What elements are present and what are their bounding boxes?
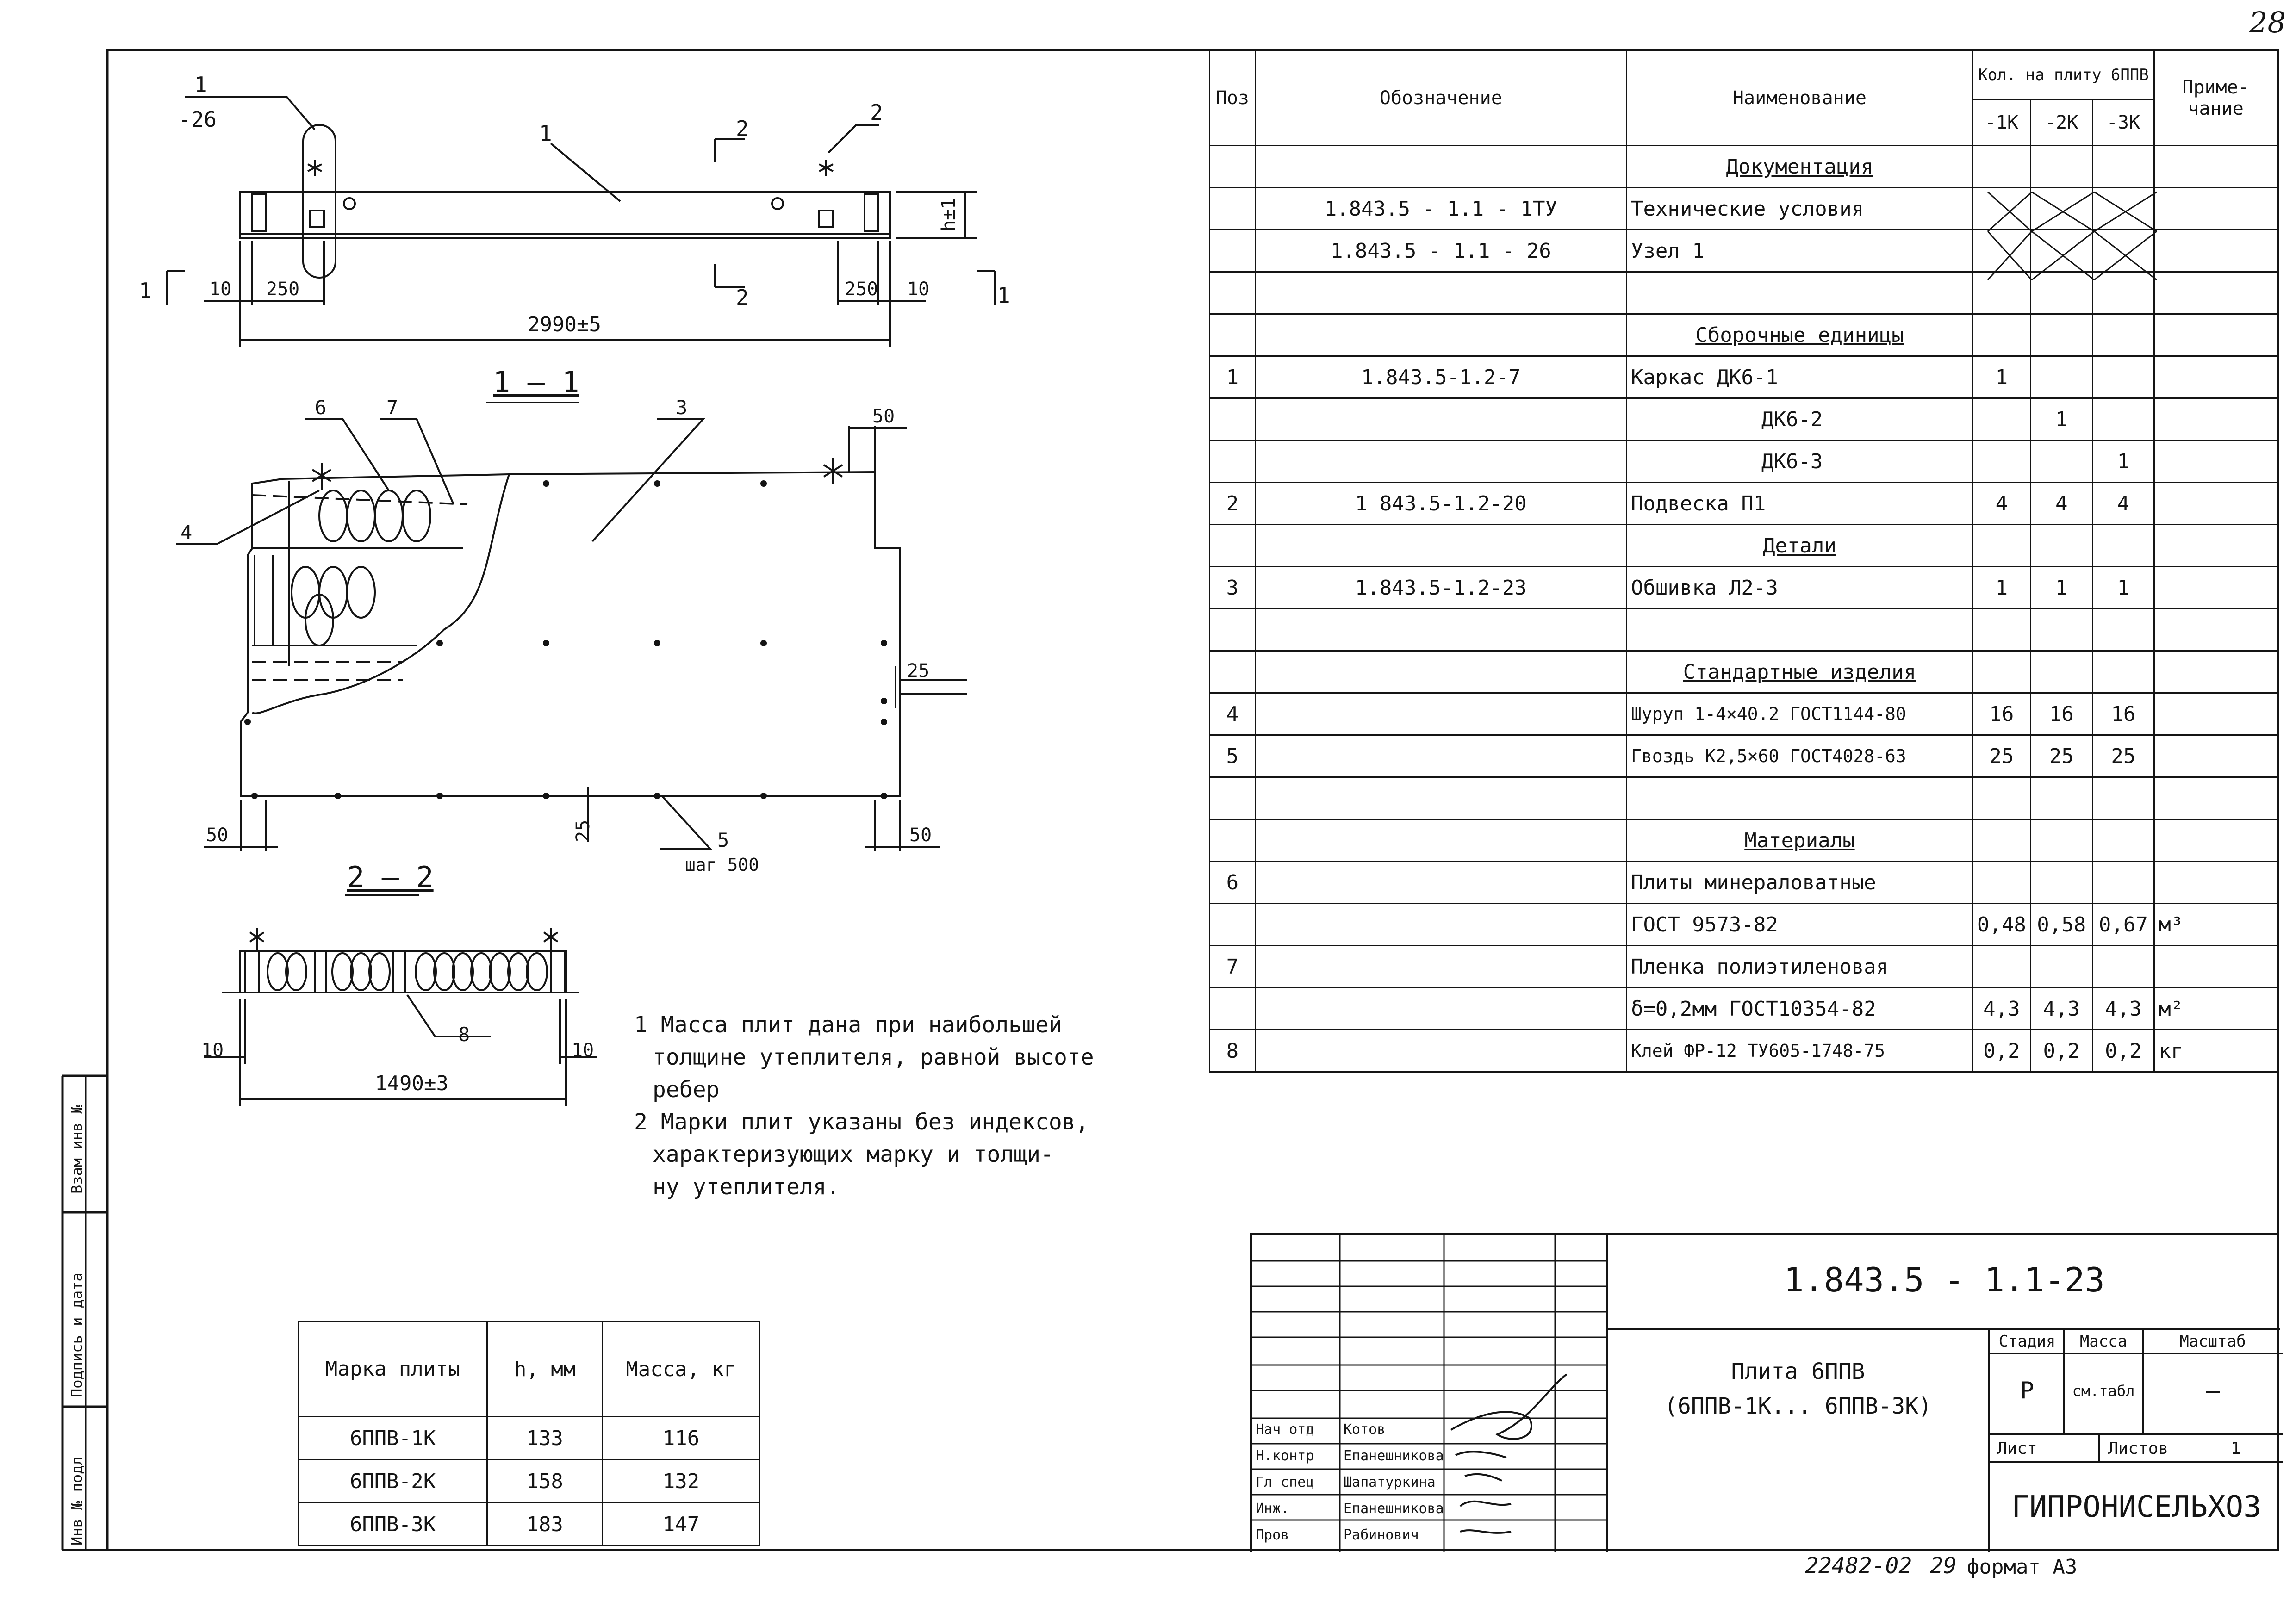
spec-cell-q1 <box>1972 441 2030 483</box>
specification-table <box>1209 50 2278 1073</box>
section-mark-1-right: 1 <box>997 283 1010 308</box>
spec-row <box>1210 904 2277 946</box>
spec-cell-q2: 4 <box>2030 483 2092 525</box>
spec-cell-pos: 2 <box>1210 483 1256 525</box>
spec-cell-des: 1.843.5-1.2-23 <box>1255 567 1626 609</box>
scale-header: Масштаб <box>2179 1332 2246 1351</box>
spec-cell-pos: 8 <box>1210 1030 1256 1072</box>
spec-cell-name: Пленка полиэтиленовая <box>1626 946 1972 988</box>
spec-cell-q3: 25 <box>2092 735 2154 777</box>
spec-cell-q3 <box>2092 188 2154 230</box>
title-block-main <box>1606 1235 2280 1552</box>
spec-cell-pos <box>1210 314 1256 356</box>
approval-role: Н.контр <box>1256 1448 1314 1464</box>
spec-cell-q1 <box>1972 525 2030 567</box>
spec-cell-q1 <box>1972 146 2030 188</box>
section-1-1-view <box>176 403 967 851</box>
dim-50-bottom-left: 50 <box>206 825 229 846</box>
spec-cell-q3 <box>2092 146 2154 188</box>
dim-10-right-22: 10 <box>572 1040 594 1061</box>
spec-cell-name: Подвеска П1 <box>1626 483 1972 525</box>
spec-cell-note <box>2154 483 2277 525</box>
spec-cell-q2 <box>2030 862 2092 904</box>
spec-cell-name: δ=0,2мм ГОСТ10354-82 <box>1626 988 1972 1030</box>
section-1-1-title: 1 — 1 <box>493 365 579 399</box>
spec-cell-note <box>2154 146 2277 188</box>
spec-cell-name <box>1626 272 1972 314</box>
spec-cell-name <box>1626 777 1972 819</box>
spec-cell-note: м³ <box>2154 904 2277 946</box>
spec-cell-q3: 0,67 <box>2092 904 2154 946</box>
title-block-meta <box>1988 1328 2283 1552</box>
spec-cell-name: Стандартные изделия <box>1626 651 1972 693</box>
spec-cell-q3 <box>2092 946 2154 988</box>
sheet-number: 28 <box>2249 6 2286 39</box>
spec-cell-q2: 1 <box>2030 398 2092 441</box>
dim-50-bottom-right: 50 <box>909 825 932 846</box>
footer-format: формат А3 <box>1967 1555 2078 1579</box>
sheets-header: Листов <box>2108 1439 2169 1458</box>
spec-cell-des: 1 843.5-1.2-20 <box>1255 483 1626 525</box>
dim-25-bottom: 25 <box>572 819 594 842</box>
mass-table-header-h: h, мм <box>487 1322 603 1417</box>
dim-h: h±1 <box>938 198 959 231</box>
dim-total-length: 2990±5 <box>528 313 601 336</box>
spec-header-q3: -3К <box>2092 99 2154 146</box>
spec-row <box>1210 988 2277 1030</box>
spec-cell-q2 <box>2030 230 2092 272</box>
note-1-line-3: ребер <box>653 1077 720 1103</box>
spec-cell-q2 <box>2030 525 2092 567</box>
spec-cell-q1: 1 <box>1972 356 2030 398</box>
spec-header-pos: Поз <box>1210 51 1256 146</box>
spec-row <box>1210 1030 2277 1072</box>
approval-name: Котов <box>1344 1421 1386 1438</box>
section-label-5: 5 <box>717 829 729 851</box>
approval-row <box>1252 1471 1444 1497</box>
spec-cell-pos: 6 <box>1210 862 1256 904</box>
spec-cell-pos <box>1210 988 1256 1030</box>
spec-cell-q3: 4 <box>2092 483 2154 525</box>
spec-cell-q3 <box>2092 819 2154 862</box>
spec-cell-q2 <box>2030 819 2092 862</box>
stage-value: Р <box>2020 1377 2035 1404</box>
top-leader-1-ref: -26 <box>178 107 217 132</box>
spec-cell-pos <box>1210 441 1256 483</box>
section-label-8: 8 <box>458 1023 470 1046</box>
spec-cell-q3 <box>2092 272 2154 314</box>
section-label-3: 3 <box>676 396 688 419</box>
spec-cell-des <box>1255 819 1626 862</box>
spec-row <box>1210 188 2277 230</box>
spec-cell-des <box>1255 777 1626 819</box>
spec-cell-q1: 1 <box>1972 567 2030 609</box>
mass-value: см.табл <box>2072 1382 2135 1400</box>
spec-cell-q1 <box>1972 862 2030 904</box>
spec-cell-note <box>2154 188 2277 230</box>
dim-10-left: 10 <box>209 279 232 300</box>
approval-role: Гл спец <box>1256 1474 1314 1490</box>
spec-cell-q3 <box>2092 862 2154 904</box>
spec-header-name: Наименование <box>1626 51 1972 146</box>
spec-cell-q3 <box>2092 609 2154 651</box>
spec-cell-q1 <box>1972 777 2030 819</box>
spec-cell-des <box>1255 525 1626 567</box>
spec-cell-q2 <box>2030 946 2092 988</box>
spec-cell-q1 <box>1972 609 2030 651</box>
spec-cell-name: Шуруп 1-4×40.2 ГОСТ1144-80 <box>1626 693 1972 735</box>
spec-row <box>1210 819 2277 862</box>
spec-cell-note <box>2154 230 2277 272</box>
top-leader-2: 2 <box>870 100 883 125</box>
footer-archive-number: 22482-02 <box>1805 1553 1912 1579</box>
spec-cell-des <box>1255 1030 1626 1072</box>
spec-cell-note <box>2154 946 2277 988</box>
spec-row <box>1210 272 2277 314</box>
spec-cell-q1 <box>1972 946 2030 988</box>
stage-header: Стадия <box>1998 1332 2056 1351</box>
sheets-value: 1 <box>2231 1439 2241 1458</box>
spec-cell-q1 <box>1972 230 2030 272</box>
spec-cell-des <box>1255 988 1626 1030</box>
spec-cell-name: Гвоздь К2,5×60 ГОСТ4028-63 <box>1626 735 1972 777</box>
spec-cell-name: Каркас ДК6-1 <box>1626 356 1972 398</box>
spec-row <box>1210 525 2277 567</box>
spec-cell-name: ДК6-2 <box>1626 398 1972 441</box>
spec-row <box>1210 567 2277 609</box>
spec-cell-q1 <box>1972 188 2030 230</box>
spec-cell-note <box>2154 567 2277 609</box>
spec-cell-name: Узел 1 <box>1626 230 1972 272</box>
stamp-vzam: Взам инв № <box>68 1105 86 1194</box>
mass-table-row: 6ППВ-1К 133 116 <box>299 1417 760 1460</box>
spec-cell-q2 <box>2030 314 2092 356</box>
spec-cell-q2: 16 <box>2030 693 2092 735</box>
spec-cell-q1: 0,2 <box>1972 1030 2030 1072</box>
notes <box>634 1009 1094 1203</box>
approval-row <box>1252 1418 1444 1445</box>
spec-cell-des <box>1255 946 1626 988</box>
section-label-4: 4 <box>180 521 193 544</box>
approval-name: Епанешникова <box>1344 1448 1444 1464</box>
spec-cell-q1 <box>1972 651 2030 693</box>
spec-cell-des: 1.843.5 - 1.1 - 1ТУ <box>1255 188 1626 230</box>
spec-cell-des <box>1255 693 1626 735</box>
spec-row <box>1210 735 2277 777</box>
spec-cell-q2: 0,2 <box>2030 1030 2092 1072</box>
spec-cell-name: Обшивка Л2-3 <box>1626 567 1972 609</box>
spec-cell-note <box>2154 693 2277 735</box>
spec-cell-q3 <box>2092 777 2154 819</box>
stamp-sign: Подпись и дата <box>68 1272 86 1397</box>
spec-cell-name: Клей ФР-12 ТУ605-1748-75 <box>1626 1030 1972 1072</box>
spec-cell-note <box>2154 862 2277 904</box>
approval-name: Шапатуркина <box>1344 1474 1436 1490</box>
spec-cell-name: ДК6-3 <box>1626 441 1972 483</box>
spec-cell-pos <box>1210 651 1256 693</box>
spec-cell-name: Технические условия <box>1626 188 1972 230</box>
spec-cell-q3: 16 <box>2092 693 2154 735</box>
spec-cell-note <box>2154 777 2277 819</box>
spec-cell-pos <box>1210 777 1256 819</box>
spec-row <box>1210 609 2277 651</box>
note-2-line-1: 2 Марки плит указаны без индексов, <box>634 1109 1089 1135</box>
spec-cell-des <box>1255 441 1626 483</box>
spec-cell-note <box>2154 609 2277 651</box>
dim-250-left: 250 <box>266 279 300 300</box>
spec-cell-q3 <box>2092 314 2154 356</box>
spec-cell-name <box>1626 609 1972 651</box>
spec-cell-pos <box>1210 230 1256 272</box>
approval-row <box>1252 1445 1444 1471</box>
spec-cell-q1: 25 <box>1972 735 2030 777</box>
dim-total-width: 1490±3 <box>375 1072 448 1095</box>
spec-cell-q3: 0,2 <box>2092 1030 2154 1072</box>
spec-cell-note: м² <box>2154 988 2277 1030</box>
spec-cell-q3 <box>2092 356 2154 398</box>
spec-row <box>1210 441 2277 483</box>
sheet-header: Лист <box>1997 1439 2037 1458</box>
spec-cell-q3 <box>2092 398 2154 441</box>
section-mark-2-top: 2 <box>736 116 749 141</box>
spec-cell-name: Документация <box>1626 146 1972 188</box>
spec-cell-pos: 7 <box>1210 946 1256 988</box>
organization: ГИПРОНИСЕЛЬХОЗ <box>2011 1490 2261 1524</box>
section-1-1-dots <box>244 480 887 799</box>
section-2-2-title: 2 — 2 <box>347 860 434 894</box>
spec-cell-q1: 0,48 <box>1972 904 2030 946</box>
spec-cell-note <box>2154 525 2277 567</box>
section-label-7: 7 <box>386 396 398 419</box>
approval-row <box>1252 1497 1444 1524</box>
spec-cell-q2 <box>2030 272 2092 314</box>
spec-cell-note <box>2154 356 2277 398</box>
spec-cell-q2: 0,58 <box>2030 904 2092 946</box>
spec-cell-des <box>1255 146 1626 188</box>
spec-cell-pos <box>1210 525 1256 567</box>
stamp-inv: Инв № подл <box>68 1456 86 1545</box>
spec-header-q2: -2К <box>2030 99 2092 146</box>
spec-cell-note <box>2154 735 2277 777</box>
spec-cell-des <box>1255 904 1626 946</box>
title-block-signatures <box>1250 1235 1608 1552</box>
dim-10-right: 10 <box>907 279 930 300</box>
spec-cell-note: кг <box>2154 1030 2277 1072</box>
spec-cell-des <box>1255 272 1626 314</box>
spec-cell-q3 <box>2092 230 2154 272</box>
section-mark-2-bottom: 2 <box>736 285 749 310</box>
spec-cell-q2: 25 <box>2030 735 2092 777</box>
note-2-line-2: характеризующих марку и толщи- <box>653 1142 1054 1167</box>
mass-table <box>298 1321 760 1546</box>
title-block <box>1250 1233 2278 1552</box>
spec-row <box>1210 862 2277 904</box>
approval-role: Нач отд <box>1256 1421 1314 1438</box>
spec-cell-name: Детали <box>1626 525 1972 567</box>
spec-row <box>1210 314 2277 356</box>
spec-cell-pos <box>1210 272 1256 314</box>
spec-row <box>1210 230 2277 272</box>
approval-role: Инж. <box>1256 1501 1289 1517</box>
spec-cell-pos <box>1210 146 1256 188</box>
spec-cell-note <box>2154 651 2277 693</box>
spec-cell-pos: 5 <box>1210 735 1256 777</box>
spec-cell-pos: 4 <box>1210 693 1256 735</box>
mass-header: Масса <box>2079 1332 2128 1351</box>
spec-row <box>1210 398 2277 441</box>
spec-header-note: Приме-чание <box>2154 51 2277 146</box>
spec-cell-q2: 4,3 <box>2030 988 2092 1030</box>
spec-row <box>1210 651 2277 693</box>
spec-cell-note <box>2154 441 2277 483</box>
dim-25-right: 25 <box>907 660 930 682</box>
spec-cell-pos: 3 <box>1210 567 1256 609</box>
drawing-title-line-2: (6ППВ-1К... 6ППВ-3К) <box>1664 1393 1932 1419</box>
top-leader-1: 1 <box>194 72 207 97</box>
spec-cell-q3 <box>2092 525 2154 567</box>
spec-cell-q1 <box>1972 314 2030 356</box>
spec-cell-q3 <box>2092 651 2154 693</box>
spec-cell-q3: 4,3 <box>2092 988 2154 1030</box>
top-leader-item-1: 1 <box>539 121 552 146</box>
spec-cell-note <box>2154 398 2277 441</box>
spec-cell-q1: 16 <box>1972 693 2030 735</box>
spec-cell-q2 <box>2030 651 2092 693</box>
dim-50-top: 50 <box>872 406 895 427</box>
spec-cell-note <box>2154 272 2277 314</box>
spec-row <box>1210 483 2277 525</box>
spec-cell-pos <box>1210 398 1256 441</box>
spec-cell-pos <box>1210 904 1256 946</box>
mass-table-row: 6ППВ-2К 158 132 <box>299 1460 760 1503</box>
spec-cell-des <box>1255 735 1626 777</box>
spec-row <box>1210 146 2277 188</box>
mass-table-row: 6ППВ-3К 183 147 <box>299 1503 760 1546</box>
spec-cell-des <box>1255 314 1626 356</box>
spec-cell-q2 <box>2030 356 2092 398</box>
spec-cell-des <box>1255 651 1626 693</box>
section-label-6: 6 <box>315 396 327 419</box>
spec-cell-name: Сборочные единицы <box>1626 314 1972 356</box>
spec-cell-name: Материалы <box>1626 819 1972 862</box>
spec-row <box>1210 693 2277 735</box>
spec-row <box>1210 356 2277 398</box>
approval-role: Пров <box>1256 1527 1289 1543</box>
spec-row <box>1210 946 2277 988</box>
spec-cell-des: 1.843.5-1.2-7 <box>1255 356 1626 398</box>
note-1-line-1: 1 Масса плит дана при наибольшей <box>634 1012 1062 1038</box>
spec-cell-q2: 1 <box>2030 567 2092 609</box>
spec-cell-q1 <box>1972 398 2030 441</box>
spec-header-qty: Кол. на плиту 6ППВ <box>1972 51 2154 99</box>
spec-cell-note <box>2154 819 2277 862</box>
spec-cell-des: 1.843.5 - 1.1 - 26 <box>1255 230 1626 272</box>
mass-table-header-mark: Марка плиты <box>299 1322 487 1417</box>
spec-cell-pos <box>1210 609 1256 651</box>
spec-cell-q3: 1 <box>2092 567 2154 609</box>
spec-cell-q2 <box>2030 777 2092 819</box>
spec-cell-q2 <box>2030 188 2092 230</box>
spec-header-designation: Обозначение <box>1255 51 1626 146</box>
mass-table-header-mass: Масса, кг <box>603 1322 760 1417</box>
spec-row <box>1210 777 2277 819</box>
approval-name: Рабинович <box>1344 1527 1419 1543</box>
spec-cell-q2 <box>2030 609 2092 651</box>
footer-sheet: 29 <box>1930 1553 1957 1579</box>
drawing-title-line-1: Плита 6ППВ <box>1731 1359 1865 1384</box>
spec-cell-des <box>1255 398 1626 441</box>
approval-name: Епанешникова <box>1344 1501 1444 1517</box>
spec-header-q1: -1К <box>1972 99 2030 146</box>
spec-cell-des <box>1255 609 1626 651</box>
spec-cell-q1 <box>1972 819 2030 862</box>
note-1-line-2: толщине утеплителя, равной высоте <box>653 1044 1094 1070</box>
approval-row <box>1252 1524 1444 1550</box>
dim-250-right: 250 <box>845 279 878 300</box>
spec-cell-name: Плиты минераловатные <box>1626 862 1972 904</box>
drawing-code: 1.843.5 - 1.1-23 <box>1784 1260 2105 1299</box>
top-view <box>167 97 995 347</box>
spec-cell-q2 <box>2030 146 2092 188</box>
fastener-step: шаг 500 <box>685 855 759 875</box>
spec-cell-pos <box>1210 188 1256 230</box>
spec-cell-q1: 4 <box>1972 483 2030 525</box>
spec-cell-q1 <box>1972 272 2030 314</box>
spec-cell-q2 <box>2030 441 2092 483</box>
spec-cell-name: ГОСТ 9573-82 <box>1626 904 1972 946</box>
dim-10-left-22: 10 <box>201 1040 224 1061</box>
note-2-line-3: ну утеплителя. <box>653 1174 840 1200</box>
spec-cell-pos <box>1210 819 1256 862</box>
section-mark-1-left: 1 <box>139 278 152 303</box>
spec-cell-pos: 1 <box>1210 356 1256 398</box>
spec-cell-q1: 4,3 <box>1972 988 2030 1030</box>
spec-cell-des <box>1255 862 1626 904</box>
spec-cell-q3: 1 <box>2092 441 2154 483</box>
spec-cell-note <box>2154 314 2277 356</box>
scale-value: — <box>2205 1377 2220 1404</box>
